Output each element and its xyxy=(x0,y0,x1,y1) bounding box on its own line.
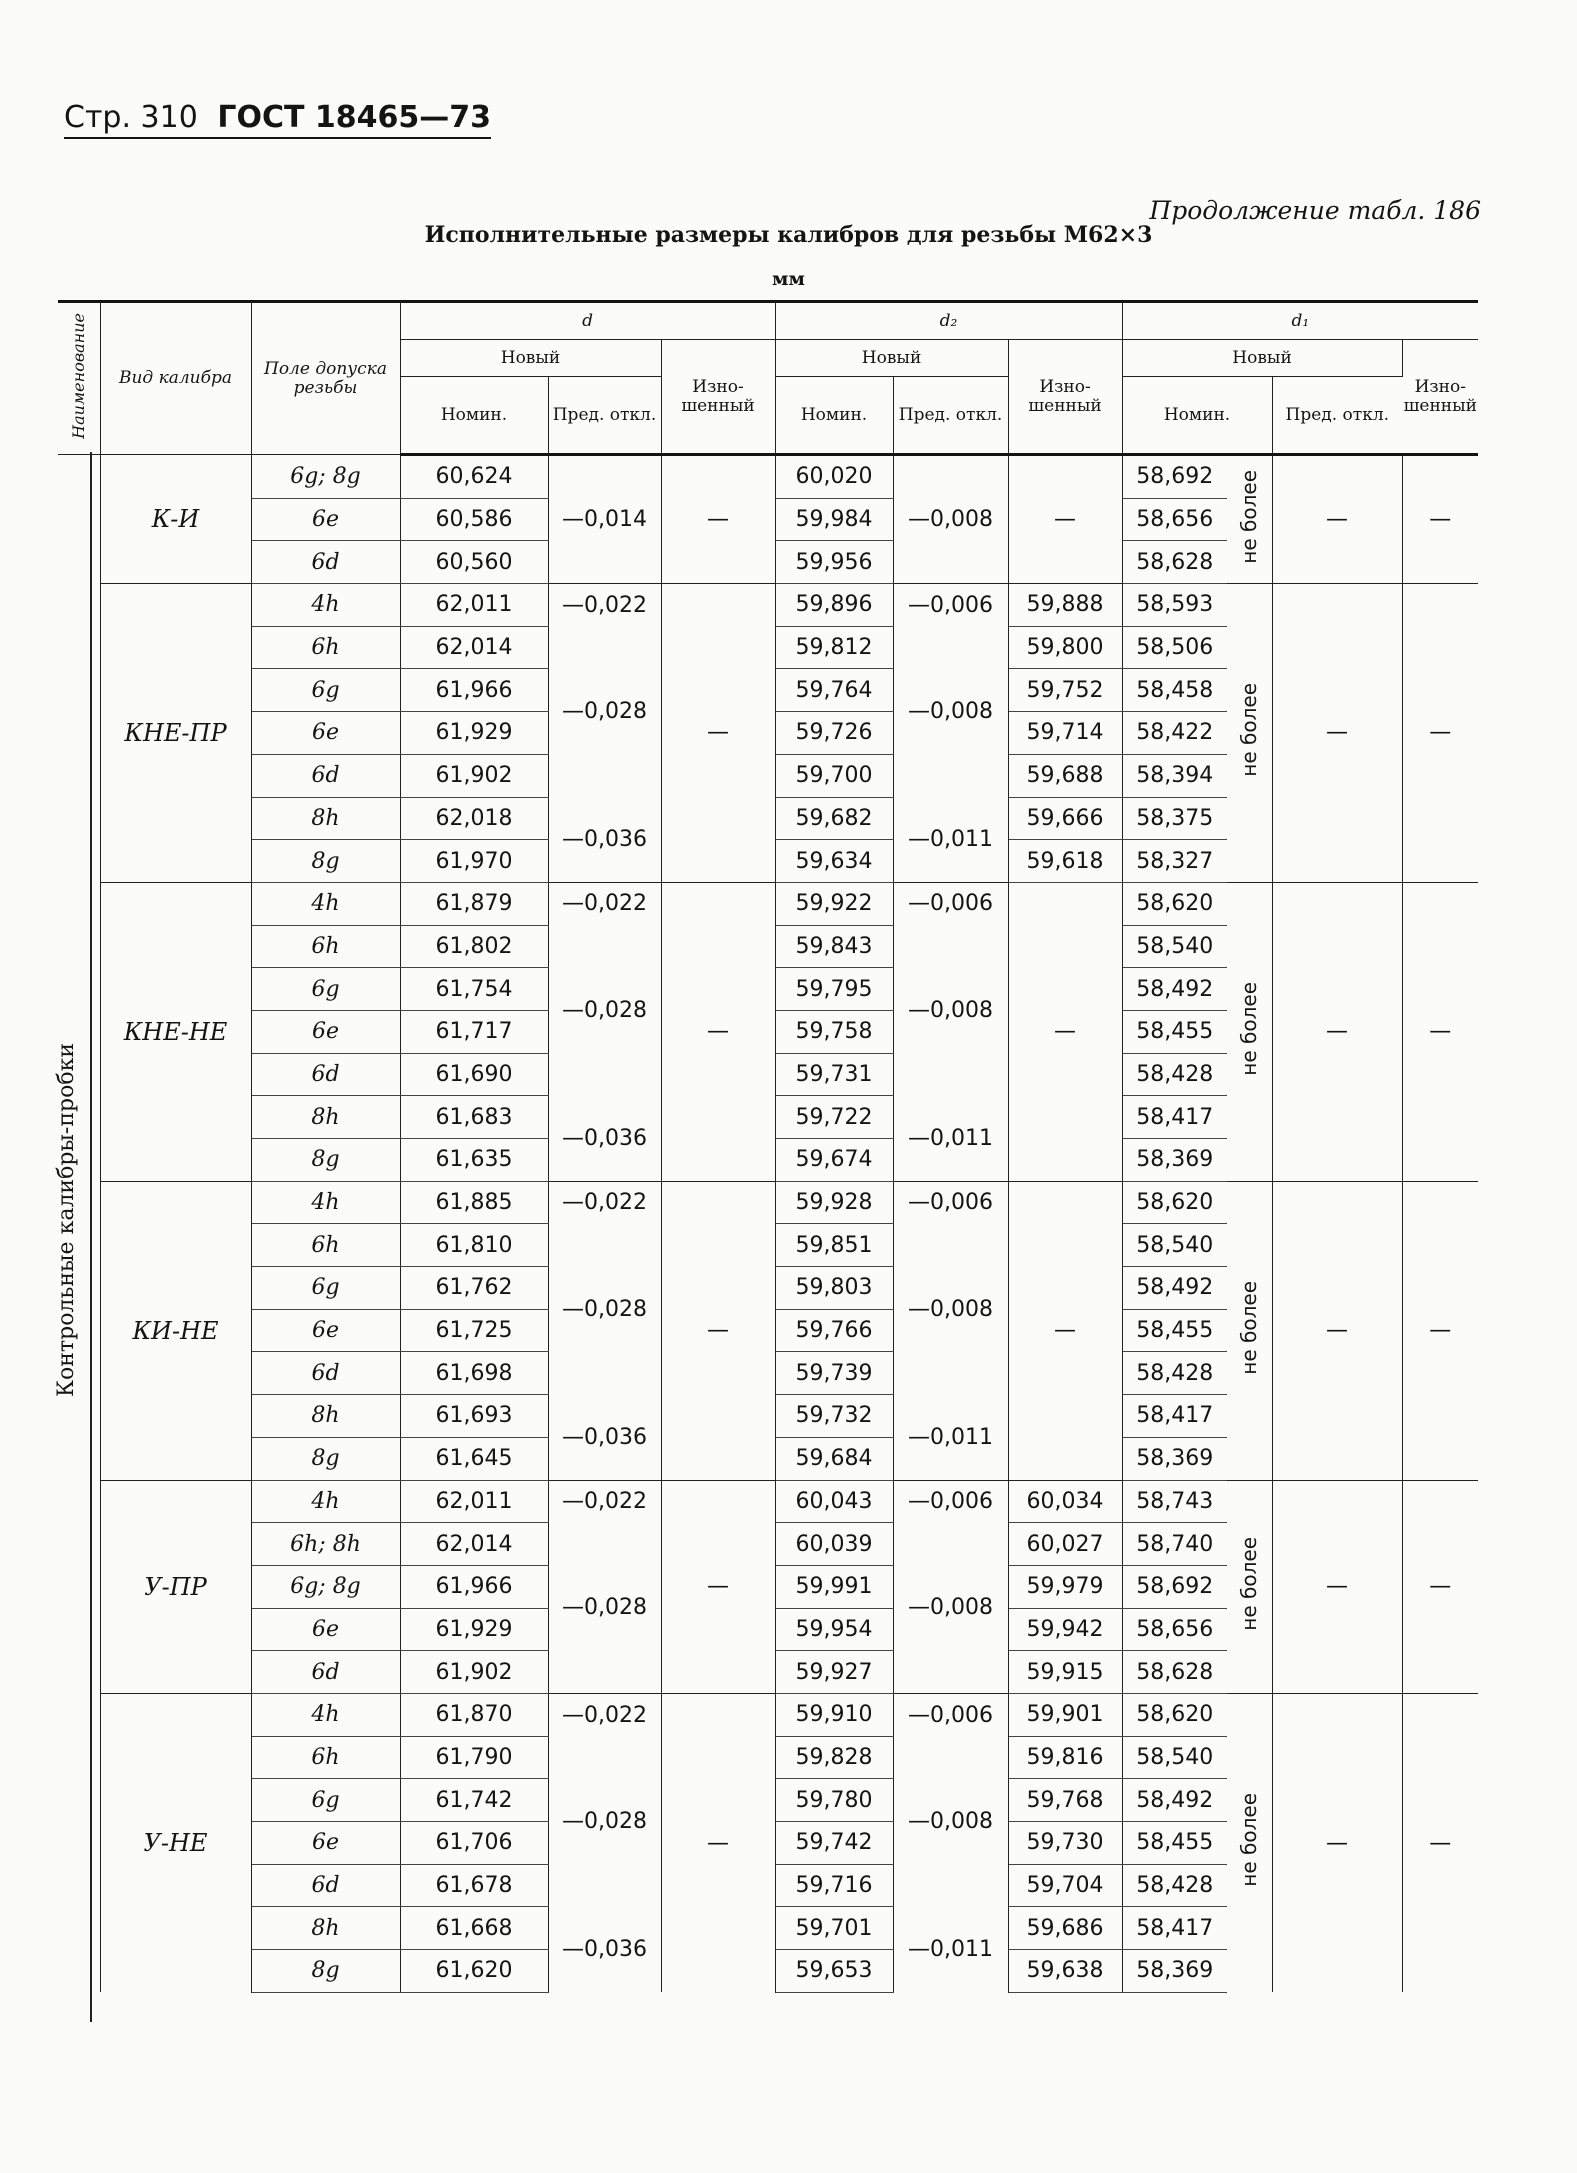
d-nominal: 61,902 xyxy=(400,1651,548,1694)
d2-worn: 59,704 xyxy=(1008,1864,1122,1907)
thread-tolerance: 6e xyxy=(251,1608,400,1651)
d1-nominal: 58,692 xyxy=(1122,455,1227,499)
d1-nominal: 58,455 xyxy=(1122,1822,1227,1865)
d1-nominal: 58,369 xyxy=(1122,1139,1227,1182)
table-row xyxy=(58,584,1478,627)
d-nominal: 61,902 xyxy=(400,754,548,797)
thread-tolerance: 8h xyxy=(251,1395,400,1438)
d2-nominal: 60,020 xyxy=(775,455,893,499)
d1-nominal: 58,327 xyxy=(1122,840,1227,883)
d2-worn: 59,618 xyxy=(1008,840,1122,883)
d2-nominal: 60,039 xyxy=(775,1523,893,1566)
d-deviation: —0,028 xyxy=(548,1224,661,1395)
d-nominal: 61,966 xyxy=(400,669,548,712)
d-deviation: —0,022 xyxy=(548,1181,661,1224)
d-nominal: 60,586 xyxy=(400,498,548,541)
thread-tolerance: 6h xyxy=(251,1736,400,1779)
not-more-label: не более xyxy=(1237,469,1262,564)
d2-deviation: —0,006 xyxy=(893,1181,1008,1224)
thread-tolerance: 6h xyxy=(251,626,400,669)
d2-nominal: 59,684 xyxy=(775,1437,893,1480)
table-title: Исполнительные размеры калибров для резьбы M62×3 xyxy=(424,222,1153,248)
col-d1-deviation-header: Пред. откл. xyxy=(1272,377,1402,455)
d-deviation: —0,022 xyxy=(548,584,661,627)
thread-tolerance: 4h xyxy=(251,1181,400,1224)
thread-tolerance: 8h xyxy=(251,797,400,840)
d2-worn: 59,979 xyxy=(1008,1565,1122,1608)
col-name-header: Наименование xyxy=(58,302,100,455)
d2-deviation: —0,008 xyxy=(893,925,1008,1096)
d-worn: — xyxy=(661,1693,775,1992)
d1-worn: — xyxy=(1402,1480,1478,1693)
thread-tolerance: 6e xyxy=(251,498,400,541)
d-nominal: 61,717 xyxy=(400,1010,548,1053)
d2-deviation: —0,008 xyxy=(893,1736,1008,1907)
d-nominal: 61,870 xyxy=(400,1693,548,1736)
d1-nominal: 58,458 xyxy=(1122,669,1227,712)
d-nominal: 61,929 xyxy=(400,712,548,755)
d2-nominal: 59,742 xyxy=(775,1822,893,1865)
d-nominal: 61,683 xyxy=(400,1096,548,1139)
thread-tolerance: 6d xyxy=(251,754,400,797)
table-unit: мм xyxy=(771,268,805,290)
d1-deviation: — xyxy=(1272,584,1402,883)
thread-tolerance: 8h xyxy=(251,1096,400,1139)
d1-worn: — xyxy=(1402,882,1478,1181)
d-deviation: —0,014 xyxy=(548,455,661,584)
d-deviation: —0,036 xyxy=(548,797,661,882)
d1-nominal: 58,540 xyxy=(1122,1224,1227,1267)
d2-nominal: 59,766 xyxy=(775,1309,893,1352)
d2-worn: 59,688 xyxy=(1008,754,1122,797)
d1-not-more-note xyxy=(1227,1693,1272,1992)
thread-tolerance: 8g xyxy=(251,1950,400,1993)
d-nominal: 61,706 xyxy=(400,1822,548,1865)
d-worn: — xyxy=(661,584,775,883)
d1-worn: — xyxy=(1402,1181,1478,1480)
d-nominal: 61,620 xyxy=(400,1950,548,1993)
d2-worn: 59,816 xyxy=(1008,1736,1122,1779)
col-d-nominal-header: Номин. xyxy=(400,377,548,455)
col-d2-new-header: Новый xyxy=(775,340,1008,377)
d-nominal: 61,802 xyxy=(400,925,548,968)
thread-tolerance: 6e xyxy=(251,1822,400,1865)
d2-worn: — xyxy=(1008,455,1122,584)
d2-deviation: —0,006 xyxy=(893,882,1008,925)
thread-tolerance: 6h xyxy=(251,925,400,968)
d2-nominal: 59,780 xyxy=(775,1779,893,1822)
d-deviation: —0,028 xyxy=(548,626,661,797)
d2-deviation: —0,011 xyxy=(893,1907,1008,1992)
d1-nominal: 58,492 xyxy=(1122,968,1227,1011)
d2-nominal: 59,843 xyxy=(775,925,893,968)
table-continuation-note: Продолжение табл. 186 xyxy=(1149,196,1481,225)
d1-nominal: 58,743 xyxy=(1122,1480,1227,1523)
col-d2-worn-header: Изно-шенный xyxy=(1008,340,1122,455)
col-d-header: d xyxy=(400,302,775,340)
d-nominal: 61,929 xyxy=(400,1608,548,1651)
d2-nominal: 59,928 xyxy=(775,1181,893,1224)
d2-nominal: 59,653 xyxy=(775,1950,893,1993)
d-nominal: 61,970 xyxy=(400,840,548,883)
d-nominal: 61,725 xyxy=(400,1309,548,1352)
d2-worn: 59,686 xyxy=(1008,1907,1122,1950)
d1-nominal: 58,628 xyxy=(1122,541,1227,584)
thread-tolerance: 6g; 8g xyxy=(251,1565,400,1608)
d-deviation: —0,022 xyxy=(548,882,661,925)
d2-nominal: 59,851 xyxy=(775,1224,893,1267)
d2-worn: 59,942 xyxy=(1008,1608,1122,1651)
thread-tolerance: 4h xyxy=(251,1693,400,1736)
d2-deviation: —0,011 xyxy=(893,1096,1008,1181)
d-nominal: 61,698 xyxy=(400,1352,548,1395)
d2-worn: 59,888 xyxy=(1008,584,1122,627)
d1-nominal: 58,455 xyxy=(1122,1010,1227,1053)
d1-worn: — xyxy=(1402,1693,1478,1992)
d-nominal: 61,693 xyxy=(400,1395,548,1438)
d2-nominal: 59,764 xyxy=(775,669,893,712)
d-nominal: 62,011 xyxy=(400,1480,548,1523)
d-nominal: 62,018 xyxy=(400,797,548,840)
d2-nominal: 59,701 xyxy=(775,1907,893,1950)
col-d2-header: d₂ xyxy=(775,302,1122,340)
d2-nominal: 59,956 xyxy=(775,541,893,584)
d1-nominal: 58,740 xyxy=(1122,1523,1227,1566)
d-nominal: 61,678 xyxy=(400,1864,548,1907)
col-d2-nominal-header: Номин. xyxy=(775,377,893,455)
d2-nominal: 59,991 xyxy=(775,1565,893,1608)
d1-nominal: 58,692 xyxy=(1122,1565,1227,1608)
d2-worn: 59,901 xyxy=(1008,1693,1122,1736)
d1-deviation: — xyxy=(1272,1480,1402,1693)
d-nominal: 62,014 xyxy=(400,626,548,669)
d1-nominal: 58,417 xyxy=(1122,1907,1227,1950)
d2-worn: 60,027 xyxy=(1008,1523,1122,1566)
table-head xyxy=(58,302,1478,455)
d1-nominal: 58,540 xyxy=(1122,1736,1227,1779)
d1-nominal: 58,620 xyxy=(1122,1181,1227,1224)
d1-not-more-note xyxy=(1227,584,1272,883)
not-more-label: не более xyxy=(1237,981,1262,1076)
thread-tolerance: 6e xyxy=(251,712,400,755)
thread-tolerance: 6g xyxy=(251,968,400,1011)
d2-worn: 59,915 xyxy=(1008,1651,1122,1694)
d1-nominal: 58,492 xyxy=(1122,1779,1227,1822)
d1-nominal: 58,375 xyxy=(1122,797,1227,840)
thread-tolerance: 6e xyxy=(251,1010,400,1053)
d2-worn: 59,768 xyxy=(1008,1779,1122,1822)
thread-tolerance: 4h xyxy=(251,1480,400,1523)
gauge-dimensions-table xyxy=(58,300,1478,1993)
d2-worn: 59,638 xyxy=(1008,1950,1122,1993)
d1-deviation: — xyxy=(1272,455,1402,584)
thread-tolerance: 8g xyxy=(251,840,400,883)
d2-nominal: 59,682 xyxy=(775,797,893,840)
d-deviation: —0,022 xyxy=(548,1693,661,1736)
col-d-worn-header: Изно-шенный xyxy=(661,340,775,455)
d-nominal: 62,011 xyxy=(400,584,548,627)
thread-tolerance: 8h xyxy=(251,1907,400,1950)
d1-nominal: 58,394 xyxy=(1122,754,1227,797)
d2-deviation: —0,011 xyxy=(893,797,1008,882)
d2-nominal: 59,927 xyxy=(775,1651,893,1694)
d1-worn: — xyxy=(1402,455,1478,584)
d2-nominal: 59,758 xyxy=(775,1010,893,1053)
thread-tolerance: 4h xyxy=(251,584,400,627)
thread-tolerance: 6g xyxy=(251,1779,400,1822)
not-more-label: не более xyxy=(1237,1280,1262,1375)
d-worn: — xyxy=(661,882,775,1181)
d-nominal: 62,014 xyxy=(400,1523,548,1566)
d2-worn: 59,730 xyxy=(1008,1822,1122,1865)
d-worn: — xyxy=(661,455,775,584)
d1-nominal: 58,506 xyxy=(1122,626,1227,669)
d2-nominal: 59,828 xyxy=(775,1736,893,1779)
standard-number: ГОСТ 18465—73 xyxy=(217,100,492,135)
d-worn: — xyxy=(661,1181,775,1480)
thread-tolerance: 6d xyxy=(251,541,400,584)
thread-tolerance: 6h; 8h xyxy=(251,1523,400,1566)
d2-deviation: —0,008 xyxy=(893,455,1008,584)
table-body xyxy=(58,455,1478,1993)
d-worn: — xyxy=(661,1480,775,1693)
d-nominal: 61,742 xyxy=(400,1779,548,1822)
table-row xyxy=(58,1480,1478,1523)
col-d1-worn-header: Изно-шенный xyxy=(1402,340,1478,455)
d2-nominal: 59,726 xyxy=(775,712,893,755)
d2-nominal: 59,984 xyxy=(775,498,893,541)
d1-nominal: 58,417 xyxy=(1122,1096,1227,1139)
d-nominal: 61,790 xyxy=(400,1736,548,1779)
table-row xyxy=(58,455,1478,499)
d-deviation: —0,028 xyxy=(548,1523,661,1694)
d1-nominal: 58,620 xyxy=(1122,1693,1227,1736)
d2-nominal: 59,795 xyxy=(775,968,893,1011)
thread-tolerance: 6g; 8g xyxy=(251,455,400,499)
d-nominal: 61,879 xyxy=(400,882,548,925)
table-row xyxy=(58,1693,1478,1736)
not-more-label: не более xyxy=(1237,1536,1262,1631)
thread-tolerance: 6d xyxy=(251,1352,400,1395)
thread-tolerance: 8g xyxy=(251,1139,400,1182)
d-nominal: 61,885 xyxy=(400,1181,548,1224)
d2-nominal: 59,716 xyxy=(775,1864,893,1907)
gauge-dimensions-table-wrapper xyxy=(58,300,1478,1993)
gauge-type: К-И xyxy=(100,455,251,584)
page-header xyxy=(64,100,491,139)
d-deviation: —0,028 xyxy=(548,1736,661,1907)
d1-nominal: 58,540 xyxy=(1122,925,1227,968)
table-row xyxy=(58,1181,1478,1224)
side-label: Контрольные калибры-пробки xyxy=(53,1043,79,1397)
d1-nominal: 58,455 xyxy=(1122,1309,1227,1352)
d1-not-more-note xyxy=(1227,455,1272,584)
thread-tolerance: 6g xyxy=(251,669,400,712)
d-nominal: 60,624 xyxy=(400,455,548,499)
d-deviation: —0,036 xyxy=(548,1395,661,1480)
d1-deviation: — xyxy=(1272,882,1402,1181)
d-deviation: —0,036 xyxy=(548,1907,661,1992)
d2-deviation: —0,006 xyxy=(893,1480,1008,1523)
d2-deviation: —0,006 xyxy=(893,1693,1008,1736)
d-nominal: 61,668 xyxy=(400,1907,548,1950)
col-d1-nominal-header: Номин. xyxy=(1122,377,1272,455)
d-nominal: 61,966 xyxy=(400,1565,548,1608)
d2-worn: 59,752 xyxy=(1008,669,1122,712)
d1-nominal: 58,369 xyxy=(1122,1437,1227,1480)
d2-nominal: 59,954 xyxy=(775,1608,893,1651)
d2-deviation: —0,008 xyxy=(893,1224,1008,1395)
d2-worn: 59,800 xyxy=(1008,626,1122,669)
d1-nominal: 58,428 xyxy=(1122,1864,1227,1907)
d2-nominal: 59,700 xyxy=(775,754,893,797)
d2-nominal: 59,910 xyxy=(775,1693,893,1736)
d2-nominal: 59,674 xyxy=(775,1139,893,1182)
d2-deviation: —0,011 xyxy=(893,1395,1008,1480)
d2-worn: — xyxy=(1008,882,1122,1181)
gauge-type: КИ-НЕ xyxy=(100,1181,251,1480)
d2-nominal: 59,922 xyxy=(775,882,893,925)
thread-tolerance: 6d xyxy=(251,1053,400,1096)
d1-nominal: 58,422 xyxy=(1122,712,1227,755)
thread-tolerance: 6g xyxy=(251,1267,400,1310)
d-nominal: 61,754 xyxy=(400,968,548,1011)
d-nominal: 61,635 xyxy=(400,1139,548,1182)
d1-nominal: 58,593 xyxy=(1122,584,1227,627)
d1-deviation: — xyxy=(1272,1693,1402,1992)
d2-deviation: —0,008 xyxy=(893,1523,1008,1694)
thread-tolerance: 6d xyxy=(251,1864,400,1907)
d-deviation: —0,028 xyxy=(548,925,661,1096)
gauge-type: КНЕ-ПР xyxy=(100,584,251,883)
d2-nominal: 59,739 xyxy=(775,1352,893,1395)
col-d1-header: d₁ xyxy=(1122,302,1478,340)
thread-tolerance: 6d xyxy=(251,1651,400,1694)
thread-tolerance: 6e xyxy=(251,1309,400,1352)
gauge-type: У-ПР xyxy=(100,1480,251,1693)
d2-deviation: —0,008 xyxy=(893,626,1008,797)
d2-nominal: 59,812 xyxy=(775,626,893,669)
d-deviation: —0,036 xyxy=(548,1096,661,1181)
col-type-header: Вид калибра xyxy=(100,302,251,455)
col-d-deviation-header: Пред. откл. xyxy=(548,377,661,455)
d1-nominal: 58,656 xyxy=(1122,498,1227,541)
table-row xyxy=(58,882,1478,925)
d1-deviation: — xyxy=(1272,1181,1402,1480)
d1-worn: — xyxy=(1402,584,1478,883)
gauge-type: У-НЕ xyxy=(100,1693,251,1992)
col-d1-new-header: Новый xyxy=(1122,340,1402,377)
d1-not-more-note xyxy=(1227,1181,1272,1480)
d1-nominal: 58,628 xyxy=(1122,1651,1227,1694)
d1-not-more-note xyxy=(1227,1480,1272,1693)
d-deviation: —0,022 xyxy=(548,1480,661,1523)
d-nominal: 60,560 xyxy=(400,541,548,584)
d-nominal: 61,762 xyxy=(400,1267,548,1310)
d2-nominal: 59,634 xyxy=(775,840,893,883)
d2-nominal: 59,803 xyxy=(775,1267,893,1310)
d1-not-more-note xyxy=(1227,882,1272,1181)
d1-nominal: 58,369 xyxy=(1122,1950,1227,1993)
thread-tolerance: 4h xyxy=(251,882,400,925)
d-nominal: 61,810 xyxy=(400,1224,548,1267)
d1-nominal: 58,620 xyxy=(1122,882,1227,925)
d2-nominal: 59,896 xyxy=(775,584,893,627)
d2-nominal: 59,731 xyxy=(775,1053,893,1096)
d2-worn: — xyxy=(1008,1181,1122,1480)
d1-nominal: 58,417 xyxy=(1122,1395,1227,1438)
side-divider xyxy=(90,452,92,2022)
not-more-label: не более xyxy=(1237,1793,1262,1887)
d2-nominal: 60,043 xyxy=(775,1480,893,1523)
d2-nominal: 59,732 xyxy=(775,1395,893,1438)
d-nominal: 61,690 xyxy=(400,1053,548,1096)
page-number: Стр. 310 xyxy=(64,100,198,135)
col-tolerance-header: Поле допуска резьбы xyxy=(251,302,400,455)
d2-worn: 59,714 xyxy=(1008,712,1122,755)
not-more-label: не более xyxy=(1237,683,1262,777)
d2-nominal: 59,722 xyxy=(775,1096,893,1139)
col-d-new-header: Новый xyxy=(400,340,661,377)
thread-tolerance: 6h xyxy=(251,1224,400,1267)
d1-nominal: 58,492 xyxy=(1122,1267,1227,1310)
d2-worn: 59,666 xyxy=(1008,797,1122,840)
gauge-type: КНЕ-НЕ xyxy=(100,882,251,1181)
d2-worn: 60,034 xyxy=(1008,1480,1122,1523)
col-d2-deviation-header: Пред. откл. xyxy=(893,377,1008,455)
d1-nominal: 58,656 xyxy=(1122,1608,1227,1651)
d1-nominal: 58,428 xyxy=(1122,1053,1227,1096)
d-nominal: 61,645 xyxy=(400,1437,548,1480)
d1-nominal: 58,428 xyxy=(1122,1352,1227,1395)
thread-tolerance: 8g xyxy=(251,1437,400,1480)
d2-deviation: —0,006 xyxy=(893,584,1008,627)
